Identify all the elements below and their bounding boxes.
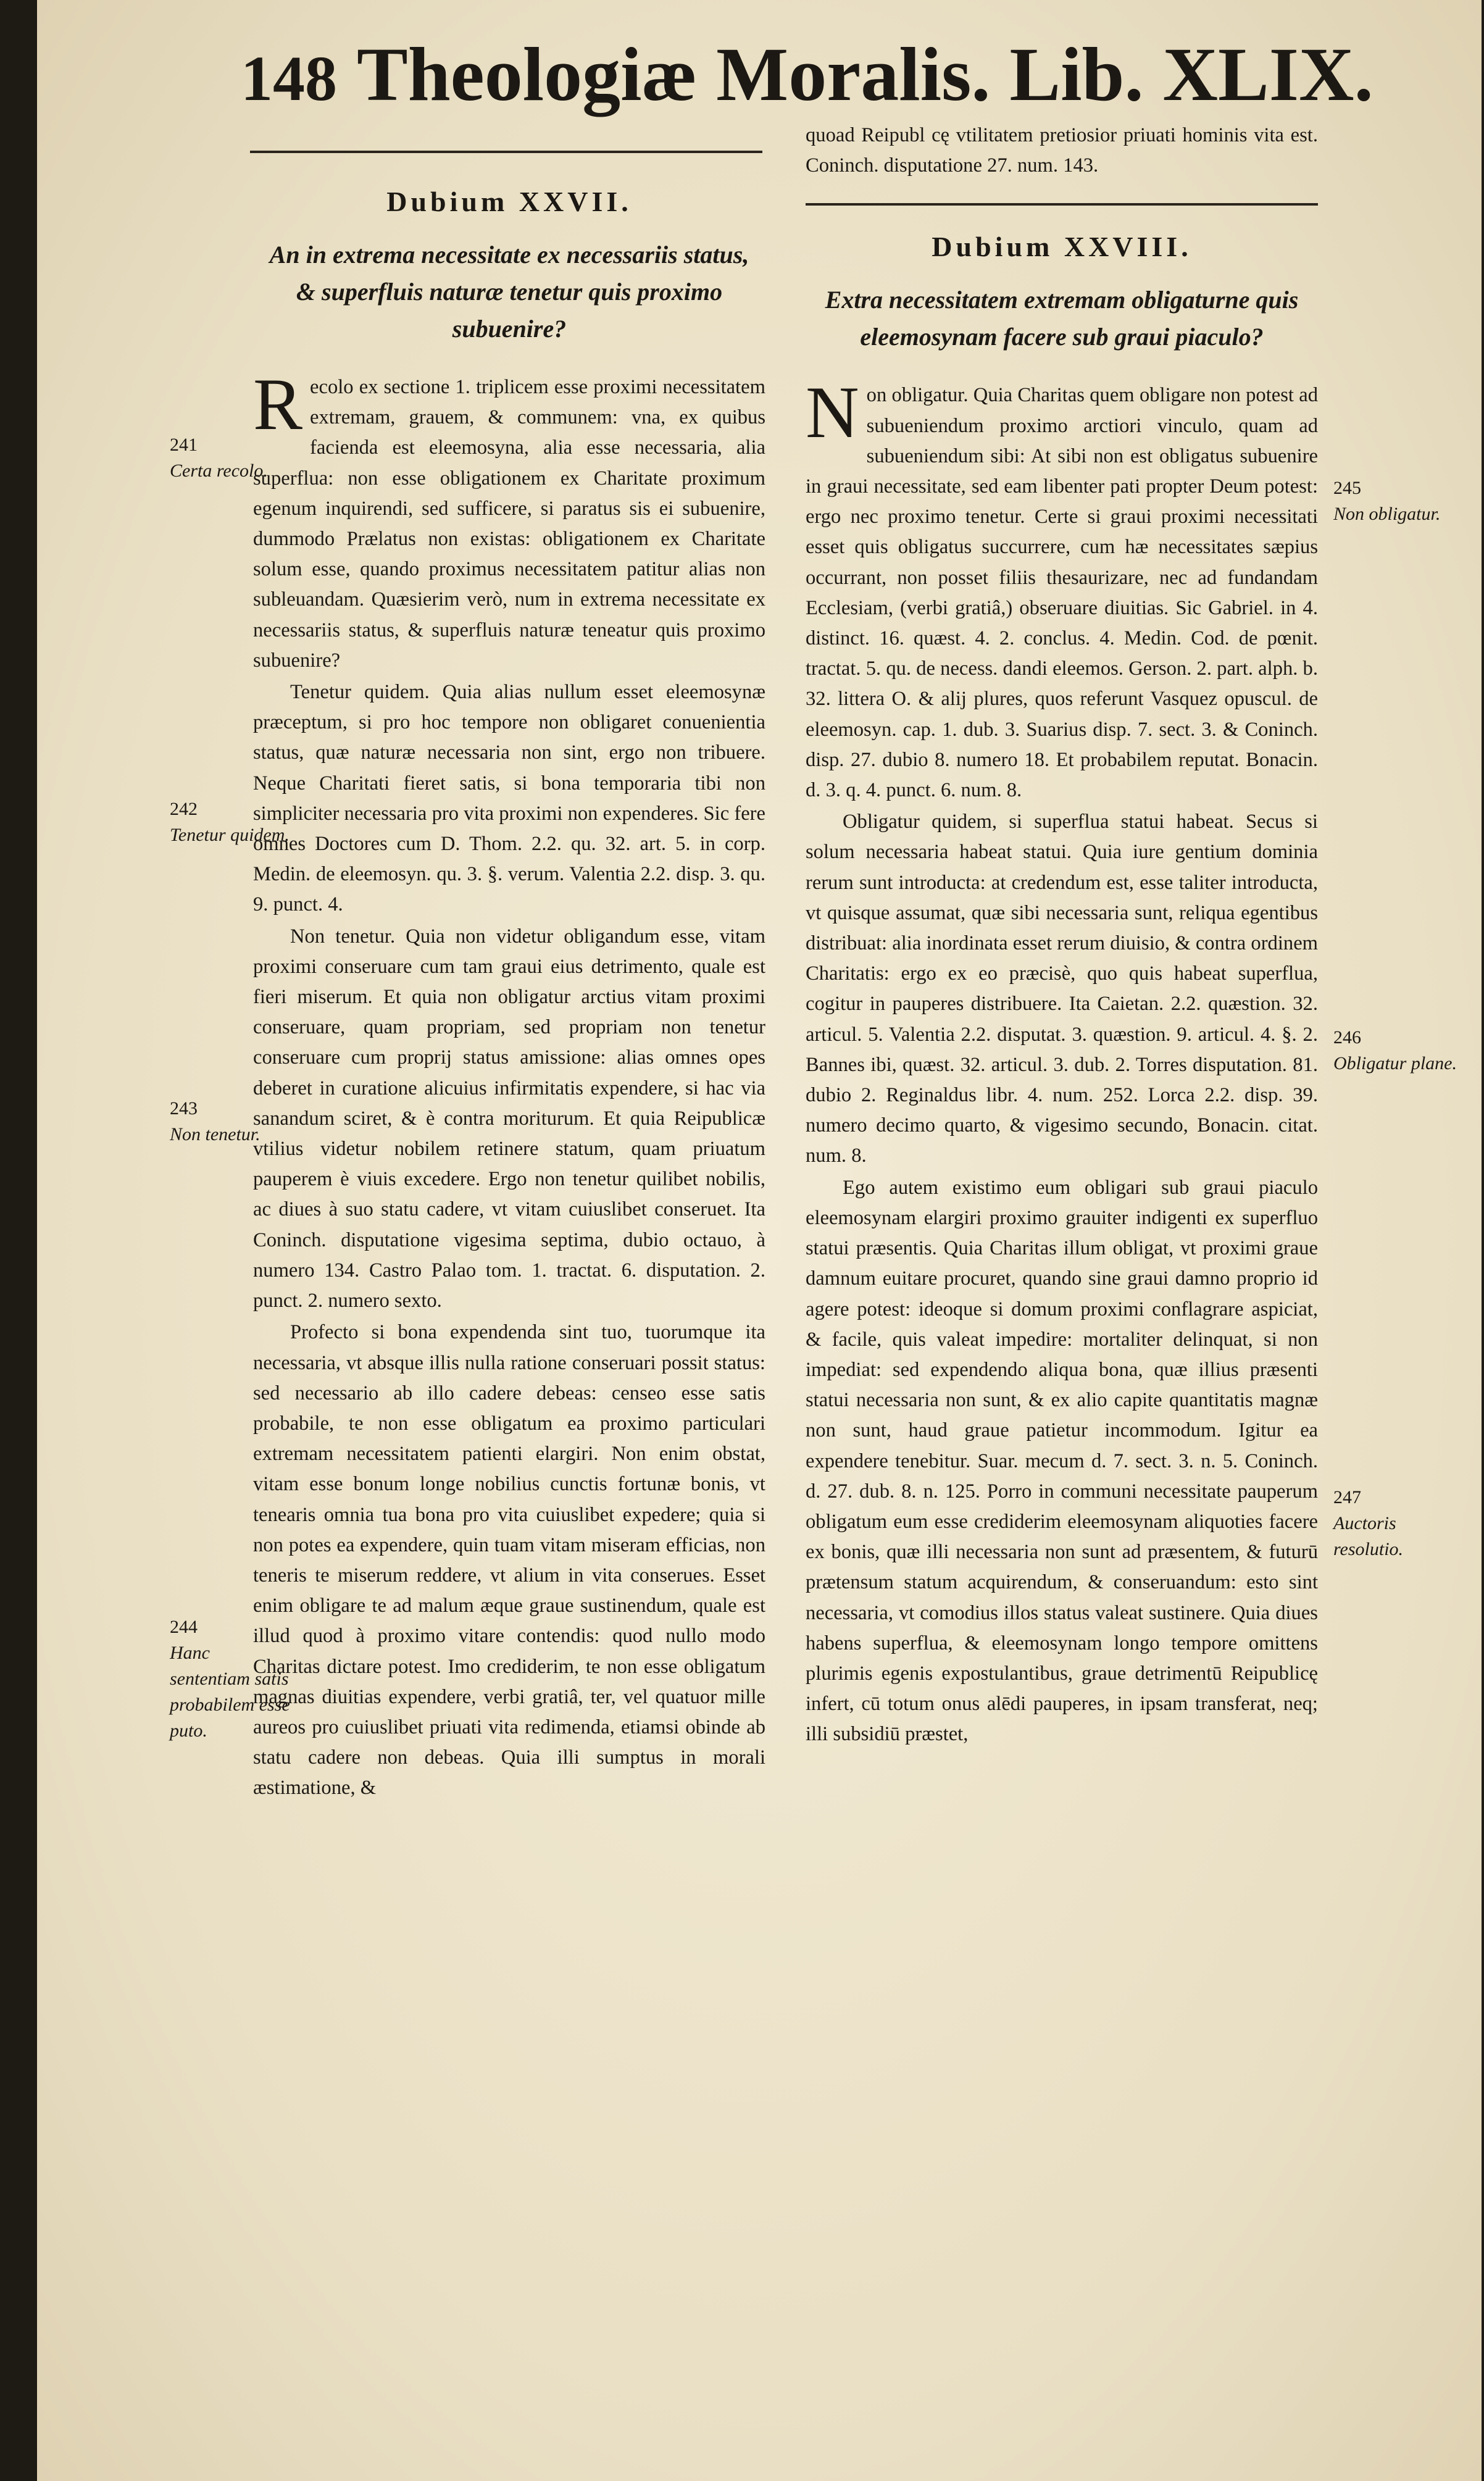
dubium-heading: Dubium XXVII. [386,186,632,217]
margin-note: 242 Tenetur quidem. [170,799,290,845]
running-header [241,31,1374,123]
margin-note: 247 Auctoris resolutio. [1333,1487,1404,1559]
page-title: Theologiæ Moralis. Lib. XLIX. [357,32,1374,117]
continuation-text: quoad Reipubl cę vtilitatem pretiosior priuati hominis vita est. Coninch. disputatione 27. num. 143. [806,124,1318,177]
margin-note: 245 Non obligatur. [1333,478,1441,524]
paragraph: Non obligatur. Quia Charitas quem obligare non potest ad subueniendum proximo arctiori vinculo, quam ad subueniendum sibi: At sibi non est obligatus subuenire in graui necessitate, sed eam libenter pati propter Deum potest: ergo nec proximo tenetur. Certe si graui proximi necessitati esset quis obligatus succurrere, cum hæ necessitates sæpius occurrant, non posset filiis thesaurizare, nec ad fundandam Ecclesiam, (verbi gratiâ,) obseruare diuitias. Sic Gabriel. in 4. distinct. 16. quæst. 4. 2. conclus. 4. Medin. Cod. de pœnit. tractat. 5. qu. de necess. dandi eleemos. Gerson. 2. part. alph. b. 32. littera O. & alij plures, quos referunt Vasquez opuscul. de eleemosyn. cap. 1. dub. 3. Suarius disp. 7. sect. 3. & Coninch. disp. 27. dubio 8. numero 18. Et probabilem reputat. Bonacin. d. 3. q. 4. punct. 6. num. 8. [806,371,1318,802]
drop-cap: R [253,363,303,445]
dubium-heading: Dubium XXVIII. [932,231,1192,263]
left-column [253,185,765,1804]
margin-note: 246 Obligatur plane. [1333,1027,1457,1074]
question-heading: An in extrema necessitate ex necessariis status, & superfluis naturæ tenetur quis proximo subuenire? [269,241,749,343]
right-column [806,120,1318,1750]
paragraph: Recolo ex sectione 1. triplicem esse proximi necessitatem extremam, grauem, & communem: vna, ex quibus facienda est eleemosyna, alia esse necessaria, alia superflua: non esse obligationem ex Charitate proximum egenum inquirendi, sed sufficere, si paratus sis ei subuenire, dummodo Prælatus non existas: obligationem ex Charitate solum esse, quando proximus necessitatem patitur alias non subleuandam. Quæsierim verò, num in extrema necessitate ex necessariis status, & superfluis naturæ teneatur quis proximo subuenire? [253,363,765,672]
section-rule [806,203,1318,206]
margin-note: 241 Certa recolo. [170,435,268,481]
paragraph: Ego autem existimo eum obligari sub graui piaculo eleemosynam elargiri proximo grauiter indigenti ex superfluo statui præsentis. Quia Charitas illum obligat, vt proximi graue damnum euitare procuret, quando sine graui damno proprio id agere potest: ideoque si domum proximi conflagrare aspiciat, & facile, quis valeat impedire: mortaliter delinquat, si non impediat: sed expendendo aliqua bona, quæ illius præsenti statui necessaria non sunt, & ex alio capite quantitatis magnæ non sunt, haud graue patietur incommodum. Igitur ea expendere tenebitur. Suar. mecum d. 7. sect. 3. n. 5. Coninch. d. 27. dub. 8. n. 125. Porro in communi necessitate pauperum obligatum eum esse crediderim eleemosynam aliquoties facere ex bonis, quæ illi necessaria non sunt ad præsentem, & futurū prætensum statum acquirendum, & conseruandum: esto sint necessaria, vt comodius illos status valeat sustinere. Quia diues habens superflua, & eleemosynam longo tempore omittens plurimis egenis expostulantibus, graue detrimentū Reipublicę infert, cū totum onus alēdi pauperes, in ipsam transferat, neq; illi subsidiū præstet, [806,1176,1318,1746]
margin-note: 244 Hanc sententiam satis probabilem esse puto. [170,1617,290,1741]
book-page [37,0,1482,2481]
question-heading: Extra necessitatem extremam obligaturne quis eleemosynam facere sub graui piaculo? [825,286,1299,351]
page-number: 148 [241,43,337,114]
margin-note: 243 Non tenetur. [170,1098,261,1145]
left-header-rule [250,151,762,153]
paragraph: Tenetur quidem. Quia alias nullum esset eleemosynæ præceptum, si pro hoc tempore non obligaret conuenientia status, quæ naturæ necessaria non sint, ergo non tribuere. Neque Charitati fieret satis, si bona temporaria tibi non simpliciter necessaria pro vita proximi non expenderes. Sic fere omnes Doctores cum D. Thom. 2.2. qu. 32. art. 5. in corp. Medin. de eleemosyn. qu. 3. §. verum. Valentia 2.2. disp. 3. qu. 9. punct. 4. [253,681,765,916]
paragraph: Non tenetur. Quia non videtur obligandum esse, vitam proximi conseruare cum tam graui eius detrimento, quale est fieri miserum. Et quia non obligatur arctius vitam proximi conseruare, quam propriam, sed propriam non tenetur conseruare cum proprij status amissione: alias omnes opes deberet in curatione alicuius infirmitatis expendere, si hac via sanandum sciret, & è contra moriturum. Et quia Reipublicæ vtilius videtur nobilem retinere statum, quam priuatum pauperem è viuis excedere. Ergo non tenetur quilibet nobilis, ac diues à suo statu cadere, vt vitam cuiuslibet conseruet. Ita Coninch. disputatione vigesima septima, dubio octauo, à numero 134. Castro Palao tom. 1. tractat. 6. disputation. 2. punct. 2. numero sexto. [253,925,765,1312]
paragraph: Profecto si bona expendenda sint tuo, tuorumque ita necessaria, vt absque illis nulla ratione conseruari possit status: sed necessario ab illo cadere debeas: censeo esse satis probabile, te non esse obligatum ea proximo particulari extremam necessitatem patienti elargiri. Non enim obstat, vitam esse bonum longe nobilius cunctis fortunæ bonis, vt tenearis omnia tua bona pro vita cuiuslibet expedere; quia si non potes ea expendere, quin tuam vitam miseram efficias, non teneris te miserum reddere, vt alium in vita conserues. Esset enim obligare te ad malum æque graue sustinendum, quale est illud quod à proximo vitare contendis: quod nullo modo Charitas dictare potest. Imo crediderim, te non esse obligatum magnas diuitias expendere, verbi gratiâ, ter, vel quatuor mille aureos pro cuiuslibet priuati vita redimenda, etiamsi obinde ab statu cadere non debeas. Quia illi sumptus in morali æstimatione, & [253,1321,765,1799]
drop-cap: N [806,371,859,454]
paragraph: Obligatur quidem, si superflua statui habeat. Secus si solum necessaria habeat statui. Quia iure gentium dominia rerum sunt introducta: at credendum est, esse taliter introducta, vt quisque assumat, quæ sibi necessaria sunt, reliqua egentibus distribuat: alia inordinata esset rerum diuisio, & contra ordinem Charitatis: ergo ex eo præcisè, quo quis habeat superflua, cogitur in pauperes distribuere. Ita Caietan. 2.2. quæstion. 32. articul. 5. Valentia 2.2. disputat. 3. quæstion. 9. articul. 4. §. 2. Bannes ibi, quæst. 32. articul. 3. dub. 2. Torres disputation. 81. dubio 2. Reginaldus libr. 4. num. 252. Lorca 2.2. disp. 39. numero decimo quarto, & vigesimo secundo, Bonacin. citat. num. 8. [806,811,1318,1167]
